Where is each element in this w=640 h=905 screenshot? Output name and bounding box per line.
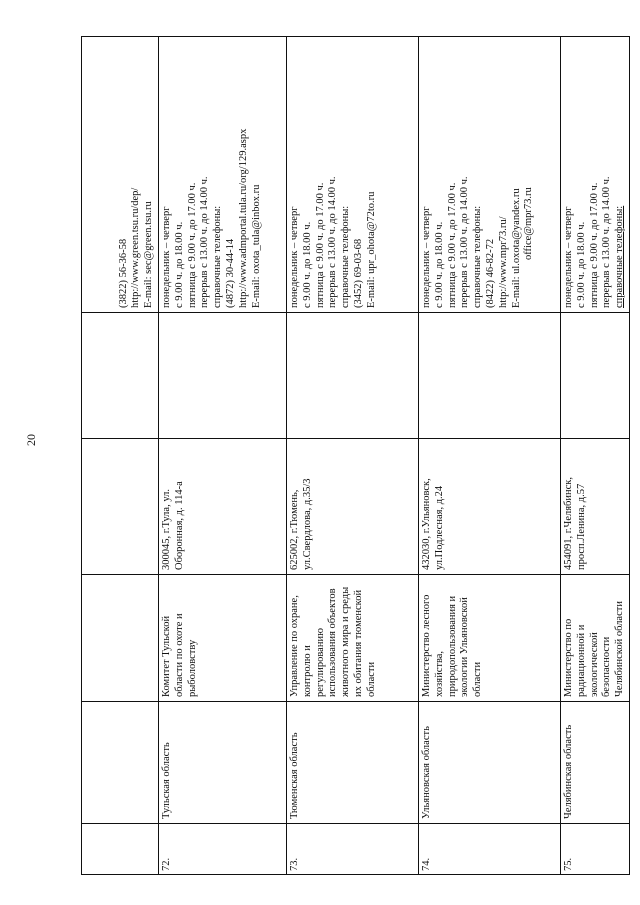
rotated-table-container [81,37,626,875]
cell-address: 625002, г.Тюмень, ул.Свердлова, д.35/3 [287,439,419,575]
cell-contacts [82,37,159,313]
cell-region: Тюменская область [287,702,419,824]
cell-region: Ульяновская область [419,702,561,824]
cell-organization: Министерство по радиационной и экологической безопасности Челябинской области [561,575,630,702]
contact-link[interactable]: http://www.admportal.tula.ru/org/129.aspx [237,128,249,308]
cell-number: 74. [419,824,561,875]
table-row [159,37,287,875]
contact-email[interactable]: E-mail: upr_ohota@72to.ru [365,191,377,308]
contact-line: перерыв с 13.00 ч. до 14.00 ч. [199,176,211,308]
contact-line: с 9.00 ч. до 18.00 ч. [301,221,313,308]
cell-contacts [419,37,561,313]
cell-empty [82,313,159,439]
contact-line: с 9.00 ч. до 18.00 ч. [173,221,185,308]
contact-line: пятница с 9.00 ч. до 17.00 ч. [314,182,326,308]
contact-line: справочные телефоны: [614,205,626,308]
contact-line: перерыв с 13.00 ч. до 14.00 ч. [459,176,471,308]
table-row [287,37,419,875]
contact-email[interactable]: E-mail: oxota_tula@inbox.ru [250,184,262,308]
cell-number: 75. [561,824,630,875]
contact-line: справочные телефоны: [472,205,484,308]
cell-empty [561,313,630,439]
cell-empty [82,702,159,824]
cell-empty [82,439,159,575]
cell-empty [82,824,159,875]
cell-empty [159,313,287,439]
contact-line: пятница с 9.00 ч. до 17.00 ч. [446,182,458,308]
contact-line: E-mail: sec@green.tsu.ru [143,201,155,308]
contact-email[interactable]: E-mail: ul.oxota@yandex.ru [510,188,522,308]
cell-contacts [287,37,419,313]
contact-line: с 9.00 ч. до 18.00 ч. [575,221,587,308]
contact-line: с 9.00 ч. до 18.00 ч. [433,221,445,308]
cell-organization: Комитет Тульской области по охоте и рыболовству [159,575,287,702]
contact-line: (3822) 56-36-58 [117,238,129,308]
cell-empty [82,575,159,702]
contact-line: понедельник – четверг [161,206,172,308]
contact-line: понедельник – четверг [563,206,574,308]
contact-line: пятница с 9.00 ч. до 17.00 ч. [186,182,198,308]
cell-contacts [159,37,287,313]
table-row [561,37,630,875]
contact-line: понедельник – четверг [289,206,300,308]
cell-address: 432030, г.Ульяновск, ул.Подлесная, д.24 [419,439,561,575]
contact-line: пятница с 9.00 ч. до 17.00 ч. [588,182,600,308]
cell-number: 73. [287,824,419,875]
cell-empty [287,313,419,439]
table-row [419,37,561,875]
cell-organization: Управление по охране, контролю и регулированию использования объектов животного мира и среды их обитания тюменской области [287,575,419,702]
contact-line: (8422) 46-82-72 [484,238,496,308]
contact-line: понедельник – четверг [421,206,432,308]
contact-email[interactable]: office@mpr73.ru [523,187,535,260]
contact-line: http://www.green.tsu.ru/dep/ [130,187,142,308]
table-row-continuation [82,37,159,875]
cell-contacts [561,37,630,313]
contact-line: справочные телефоны: [212,205,224,308]
page-number: 20 [24,434,38,446]
contact-link[interactable]: http://www.mpr73.ru/ [497,216,509,308]
cell-address: 454091, г.Челябинск, просп.Ленина, д.57 [561,439,630,575]
contact-line: перерыв с 13.00 ч. до 14.00 ч. [327,176,339,308]
agencies-table [81,36,630,875]
contact-line: (3452) 69-03-68 [352,238,364,308]
cell-address: 300045, г.Тула, ул. Оборонная, д. 114-а [159,439,287,575]
cell-region: Тульская область [159,702,287,824]
cell-empty [419,313,561,439]
contact-line: справочные телефоны: [340,205,352,308]
contact-line: перерыв с 13.00 ч. до 14.00 ч. [601,176,613,308]
contact-line: (4872) 30-44-14 [224,238,236,308]
cell-number: 72. [159,824,287,875]
cell-region: Челябинская область [561,702,630,824]
cell-organization: Министерство лесного хозяйства, природопользования и экологии Ульяновской области [419,575,561,702]
